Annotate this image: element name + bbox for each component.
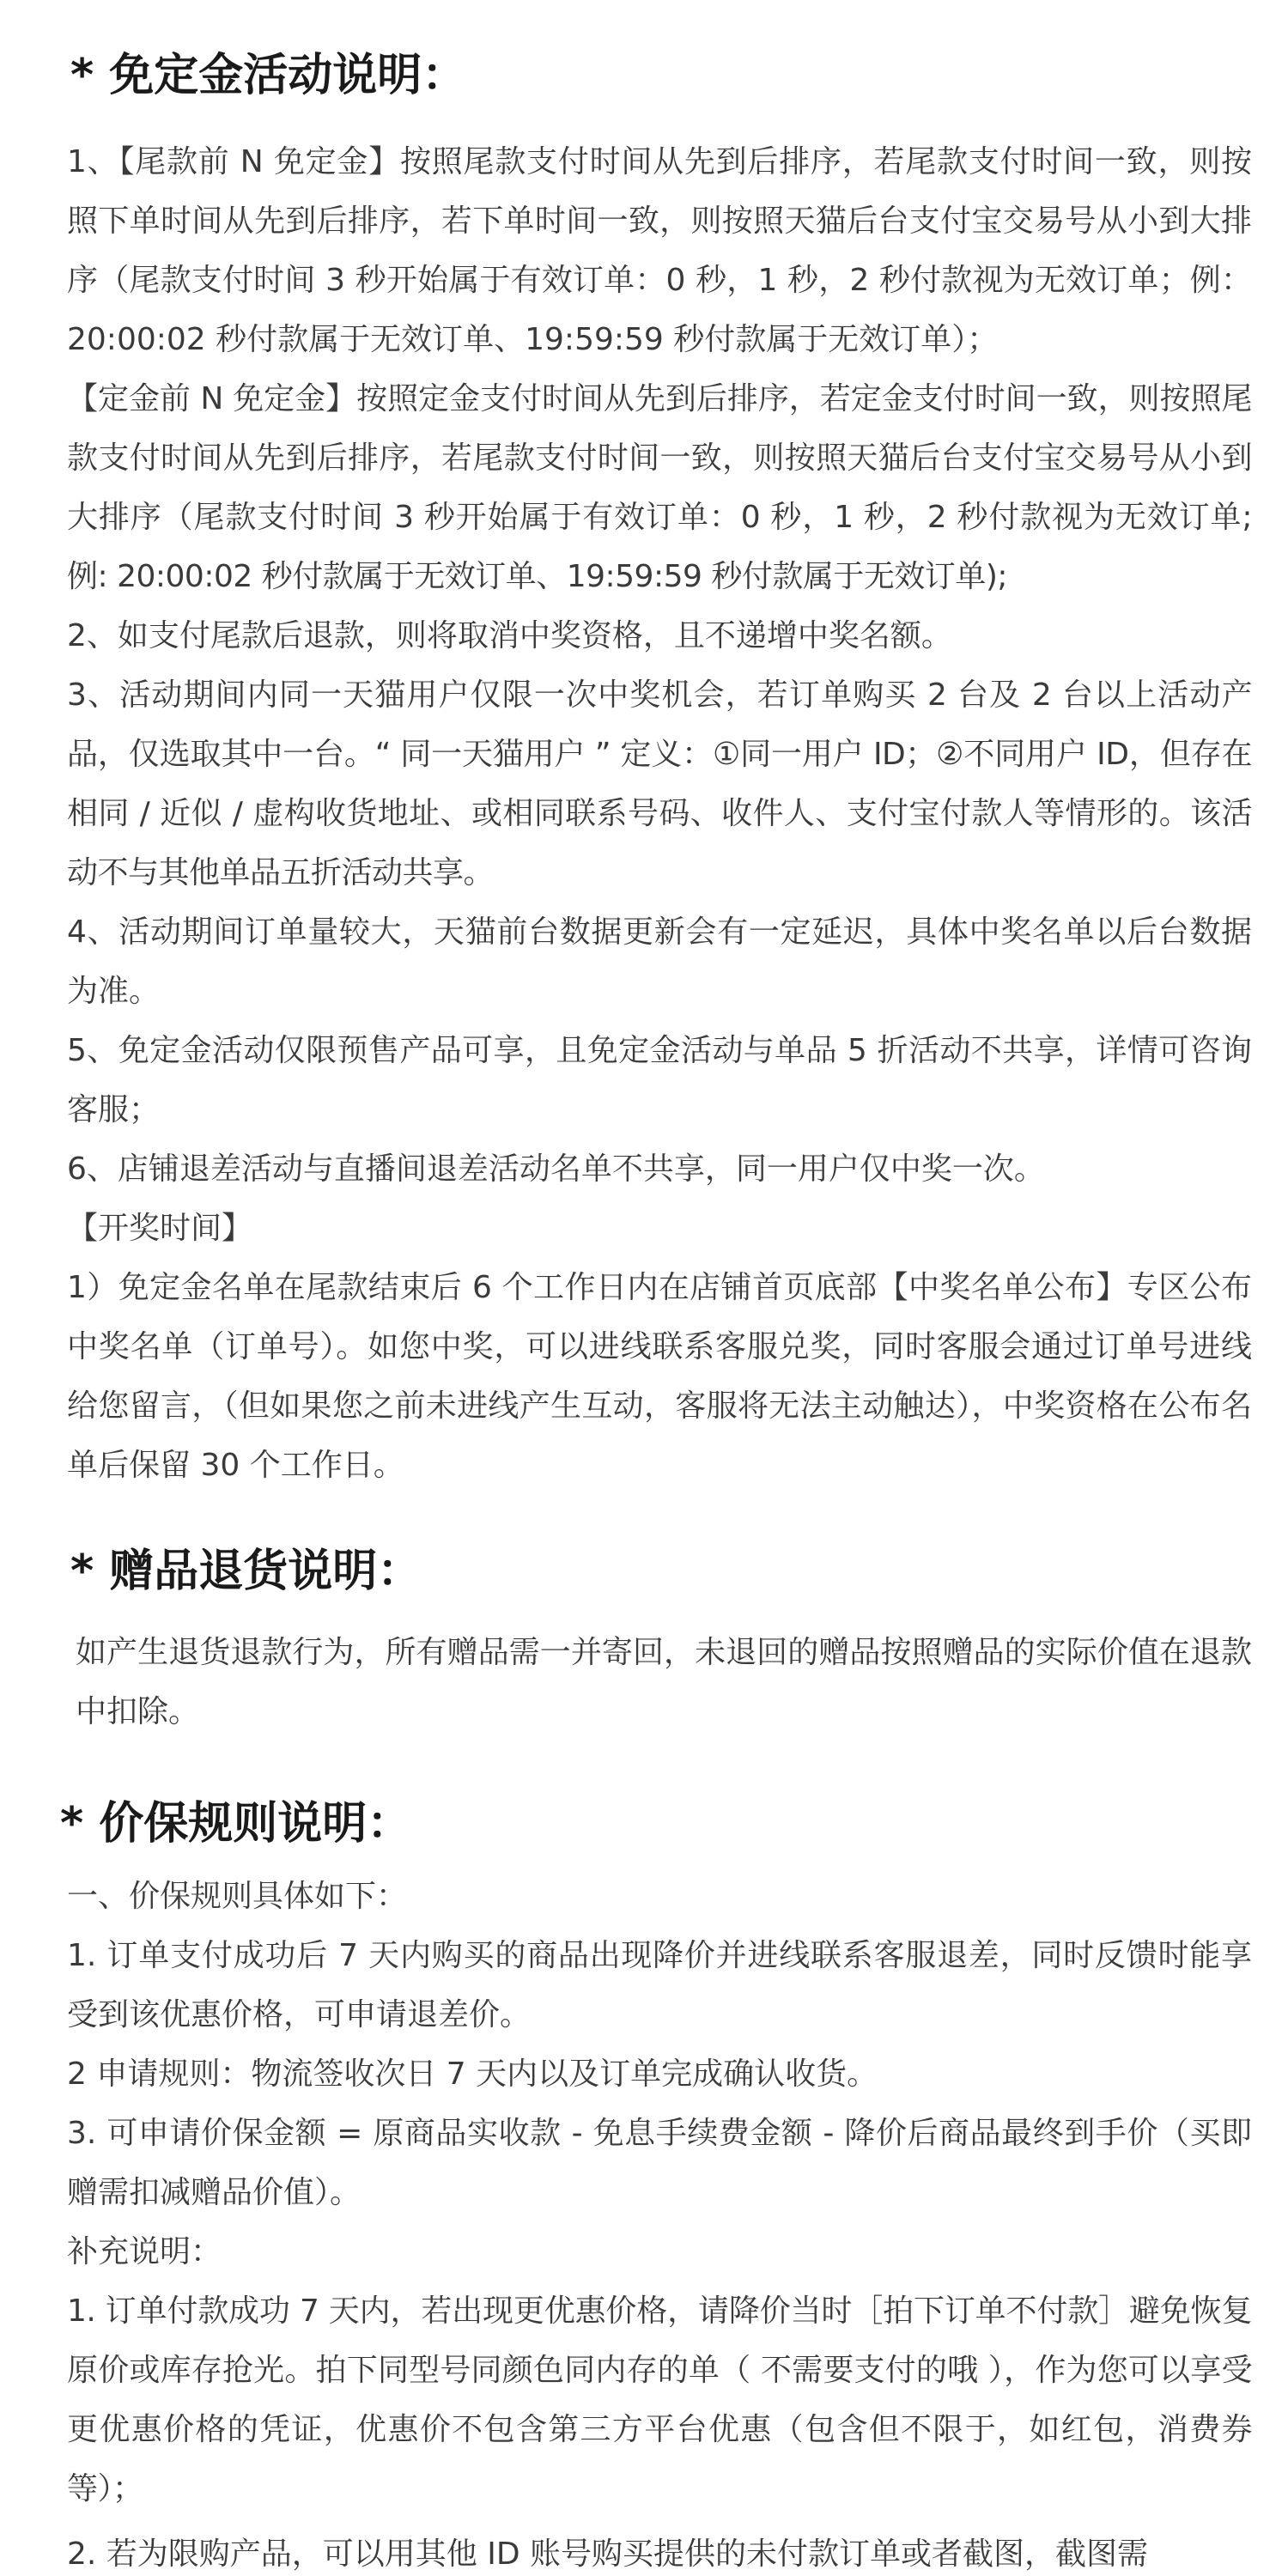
section-heading-price-protection: * 价保规则说明： [60,1798,412,1850]
paragraph-price-rule-intro: 一、价保规则具体如下： [67,1879,408,1914]
paragraph-draw-time-label: 【开奖时间】 [67,1211,253,1246]
section-heading-gift-return: * 赠品退货说明： [70,1546,422,1597]
paragraph-supplement-2-clip [67,2524,1269,2576]
paragraph-rule-2: 2、如支付尾款后退款，则将取消中奖资格，且不递增中奖名额。 [67,618,952,653]
paragraph-price-rule-3: 3. 可申请价保金额 = 原商品实收款 - 免息手续费金额 - 降价后商品最终到手价（买即赠需扣减赠品价值）。 [67,2116,1252,2210]
paragraph-rule-1: 1、【尾款前 N 免定金】按照尾款支付时间从先到后排序，若尾款支付时间一致，则按照下单时间从先到后排序，若下单时间一致，则按照天猫后台支付宝交易号从小到大排序（尾款支付时间 3 秒开始属于有效订单：0 秒，1 秒，2 秒付款视为无效订单；例：20:00:02 秒付款属于无效订单、19:59:59 秒付款属于无效订单）； [67,144,1252,357]
paragraph-price-rule-1: 1. 订单支付成功后 7 天内购买的商品出现降价并进线联系客服退差，同时反馈时能享受到该优惠价格，可申请退差价。 [67,1938,1252,2032]
paragraph-rule-4: 4、活动期间订单量较大，天猫前台数据更新会有一定延迟，具体中奖名单以后台数据为准。 [67,914,1252,1009]
paragraph-deposit-first-n: 【定金前 N 免定金】按照定金支付时间从先到后排序，若定金支付时间一致，则按照尾款支付时间从先到后排序，若尾款支付时间一致，则按照天猫后台支付宝交易号从小到大排序（尾款支付时间 3 秒开始属于有效订单：0 秒，1 秒，2 秒付款视为无效订单; 例: 20:00:02 秒付款属于无效订单、19:59:59 秒付款属于无效订单); [67,381,1252,594]
paragraph-rule-5: 5、免定金活动仅限预售产品可享，且免定金活动与单品 5 折活动不共享，详情可咨询客服； [67,1033,1252,1127]
paragraph-supplement-label: 补充说明： [67,2234,222,2269]
paragraph-supplement-1: 1. 订单付款成功 7 天内，若出现更优惠价格，请降价当时［拍下订单不付款］避免恢复原价或库存抢光。拍下同型号同颜色同内存的单（ 不需要支付的哦 ），作为您可以享受更优惠价格的凭证，优惠价不包含第三方平台优惠（包含但不限于，如红包，消费券等）； [67,2293,1252,2506]
paragraph-draw-time-1: 1）免定金名单在尾款结束后 6 个工作日内在店铺首页底部【中奖名单公布】专区公布中奖名单（订单号）。如您中奖，可以进线联系客服兑奖，同时客服会通过订单号进线给您留言，（但如果您之前未进线产生互动，客服将无法主动触达），中奖资格在公布名单后保留 30 个工作日。 [67,1270,1252,1483]
paragraph-rule-3: 3、活动期间内同一天猫用户仅限一次中奖机会，若订单购买 2 台及 2 台以上活动产品，仅选取其中一台。“ 同一天猫用户 ” 定义：①同一用户 ID；②不同用户 ID，但存在相同 / 近似 / 虚构收货地址、或相同联系号码、收件人、支付宝付款人等情形的。该活动不与其他单品五折活动共享。 [67,677,1252,890]
paragraph-price-rule-2: 2 申请规则：物流签收次日 7 天内以及订单完成确认收货。 [67,2057,878,2092]
section-heading-deposit-free: * 免定金活动说明： [70,50,467,101]
paragraph-gift-return: 如产生退货退款行为，所有赠品需一并寄回，未退回的赠品按照赠品的实际价值在退款中扣除。 [76,1635,1252,1729]
paragraph-rule-6: 6、店铺退差活动与直播间退差活动名单不共享，同一用户仅中奖一次。 [67,1151,1045,1187]
paragraph-supplement-2: 2. 若为限购产品，可以用其他 ID 账号购买提供的未付款订单或者截图，截图需 [67,2537,1149,2572]
